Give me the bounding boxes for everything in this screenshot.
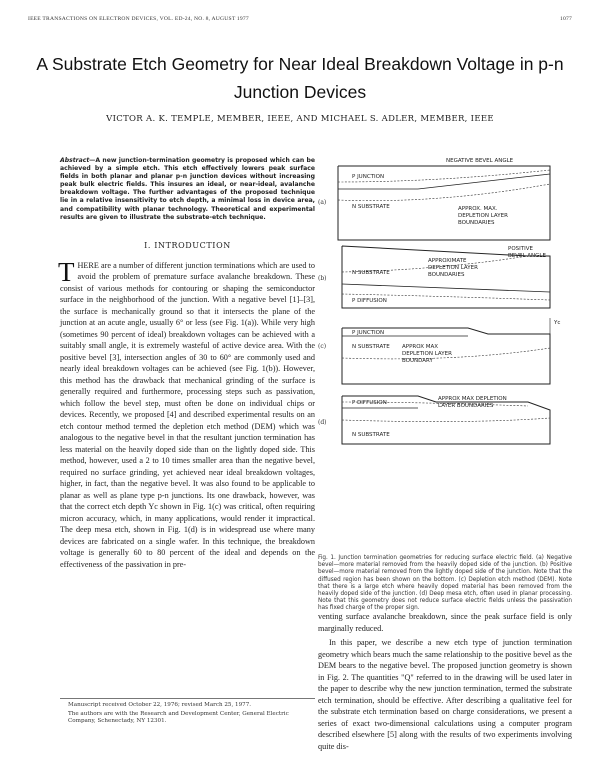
label-approx-c: APPROX MAX	[402, 344, 438, 350]
tag-b: (b)	[318, 275, 327, 282]
label-approx-a: APPROX. MAX.	[458, 206, 498, 212]
label-p-side: P DIFFUSION	[352, 298, 387, 304]
continued-paragraph: venting surface avalanche breakdown, since the peak surface field is only marginally reduced.	[318, 612, 572, 633]
label-approx-b: APPROXIMATE	[428, 258, 467, 264]
author-line: VICTOR A. K. TEMPLE, MEMBER, IEEE, AND MICHAEL S. ADLER, MEMBER, IEEE	[106, 114, 494, 124]
label-approx-b3: BOUNDARIES	[428, 272, 465, 278]
right-column-text	[318, 611, 572, 752]
tag-c: (c)	[318, 343, 327, 350]
paper-title: A Substrate Etch Geometry for Near Ideal Breakdown Voltage in p-n Junction Devices	[36, 54, 564, 102]
abstract-lead: Abstract—	[60, 157, 96, 164]
label-n-substrate-b: N SUBSTRATE	[352, 270, 390, 276]
label-pos-bevel2: BEVEL ANGLE	[508, 253, 546, 259]
paper-intro-paragraph: In this paper, we describe a new etch type of junction termination geometry which bears much the same relationship to the positive bevel as the DEM bears to the negative bevel. The proposed junction geometry is shown in Fig. 2. The quantities "Q" referred to in the drawing will be used later in the paper to describe why the new junction termination, termed the substrate etch termination, should be effective. After describing a qualitative feel for the substrate etch termination based on charge considerations, we present a series of exact two-dimensional calculations using a computer program described elsewhere [5] along with the results of two experiments involving quite dis-	[318, 638, 572, 751]
figure-caption: Fig. 1. Junction termination geometries for reducing surface electric field. (a) Negative bevel—more material removed from the heavily doped side of the junction. (b) Positive bevel—more material removed from the lightly doped side of the junction. Note that the diffused region has been shown on the bottom. (c) Depletion etch method (DEM). Note that there is a large etch where heavily doped material has been removed from the heavily doped side of the junction. (d) Deep mesa etch, often used in planar processing. Note that this geometry does not reduce surface electric fields unless the passivation has fixed charge of the proper sign.	[318, 555, 572, 612]
footnote-received: Manuscript received October 22, 1976; revised March 25, 1977.	[68, 702, 252, 708]
footnotes	[60, 698, 315, 727]
label-n-sub-d: N SUBSTRATE	[352, 432, 390, 438]
label-p-junction-a: P JUNCTION	[352, 174, 385, 180]
intro-paragraph	[58, 256, 315, 571]
figure-diagram	[318, 152, 572, 552]
tag-a: (a)	[318, 199, 327, 206]
abstract-text: A new junction-termination geometry is proposed which can be achieved by a simple etch. This etch effectively lowers peak surface fields in both planar and planar p-n junction devices without increasing peak bulk electric fields. This insures an ideal, or near-ideal, avalanche breakdown voltage. The further advantages of the proposed technique lie in a relative insensitivity to etch depth, a minimal loss in device area, and compatibility with planar technology. Theoretical and experimental results are given to illustrate the substrate-etch technique.	[60, 157, 315, 221]
label-approx-d2: LAYER BOUNDARIES	[438, 403, 494, 409]
label-approx-d: APPROX MAX DEPLETION	[438, 396, 507, 402]
label-approx-b2: DEPLETION LAYER	[428, 265, 478, 271]
label-p-junction-c: P JUNCTION	[352, 330, 385, 336]
junction-line-b	[342, 284, 550, 292]
bevel-line-a	[418, 174, 550, 189]
label-p-diffusion-d: P DIFFUSION	[352, 400, 387, 406]
depletion-boundary-a	[338, 184, 550, 201]
label-yc: Yc	[554, 320, 561, 326]
panel-d	[318, 396, 550, 444]
panel-c	[318, 318, 560, 384]
footnote-affiliation: The authors are with the Research and Development Center, General Electric Company, Schenectady, NY 12301.	[68, 711, 289, 724]
drop-cap: T	[58, 256, 75, 287]
label-approx-a2: DEPLETION LAYER	[458, 213, 508, 219]
label-pos-bevel: POSITIVE	[508, 246, 533, 252]
left-column	[60, 152, 315, 570]
depletion-boundary-d	[342, 418, 550, 422]
figure-1	[318, 152, 572, 552]
intro-text: HERE are a number of different junction terminations which are used to avoid the problem of premature surface avalanche breakdown. These consist of various methods for contouring or shaping the semiconductor surface in the neighborhood of the junction. With a negative bevel [1]–[3], the surface is mechanically ground so that it intersects the plane of the junction at an acute angle, usually 6° or less (see Fig. 1(a)). While very high (sometimes 90 percent of ideal) breakdown voltages can be achieved with a suitably small angle, it is extremely wasteful of active device area. With the positive bevel [3], intersection angles of 30 to 60° are commonly used and nearly ideal breakdown voltages can be achieved (see Fig. 1(b)). However, this method has the drawback that mechanical grinding of the surface is generally required and furthermore, processing steps such as passivation, which follow the bevel step, must often be done on individual chips or devices. Recently, we proposed [4] and described experimental results on an etch contour method termed the depletion etch method (DEM) which was analogous to the negative bevel in that the resultant junction termination has less material on the heavily doped side than on the lightly doped side. This method, however, used a 2 to 10 times smaller area than the negative bevel, required no surface grinding, yet achieved near ideal breakdown voltages, higher, in fact, than the negative bevel. It was also found to be applicable to planar as well as plane type p-n junctions. Its one drawback, however, was that the correct etch depth Yc shown in Fig. 1(c) was critical, often requiring micron accuracy, which, in many applications, would render it impractical. The deep mesa etch, shown in Fig. 1(d) is in widespread use where many devices are fabricated on a single wafer. In this technique, the breakdown voltage is generally 60 to 80 percent of the ideal and depends on the effectiveness of the passivation in pre-	[60, 260, 315, 569]
journal-header: IEEE TRANSACTIONS ON ELECTRON DEVICES, VOL. ED-24, NO. 8, AUGUST 1977	[28, 16, 249, 22]
panel-a	[318, 158, 550, 240]
section-heading: I. INTRODUCTION	[144, 240, 231, 250]
running-head	[28, 16, 572, 22]
label-neg-bevel: NEGATIVE BEVEL ANGLE	[446, 158, 514, 164]
page-number: 1077	[560, 16, 572, 22]
abstract	[60, 157, 315, 222]
label-n-substrate-c: N SUBSTRATE	[352, 344, 390, 350]
panel-b	[318, 246, 550, 308]
tag-d: (d)	[318, 419, 327, 426]
label-approx-a3: BOUNDARIES	[458, 220, 495, 226]
label-approx-c3: BOUNDARY	[402, 358, 433, 364]
label-approx-c2: DEPLETION LAYER	[402, 351, 452, 357]
label-n-substrate-a: N SUBSTRATE	[352, 204, 390, 210]
